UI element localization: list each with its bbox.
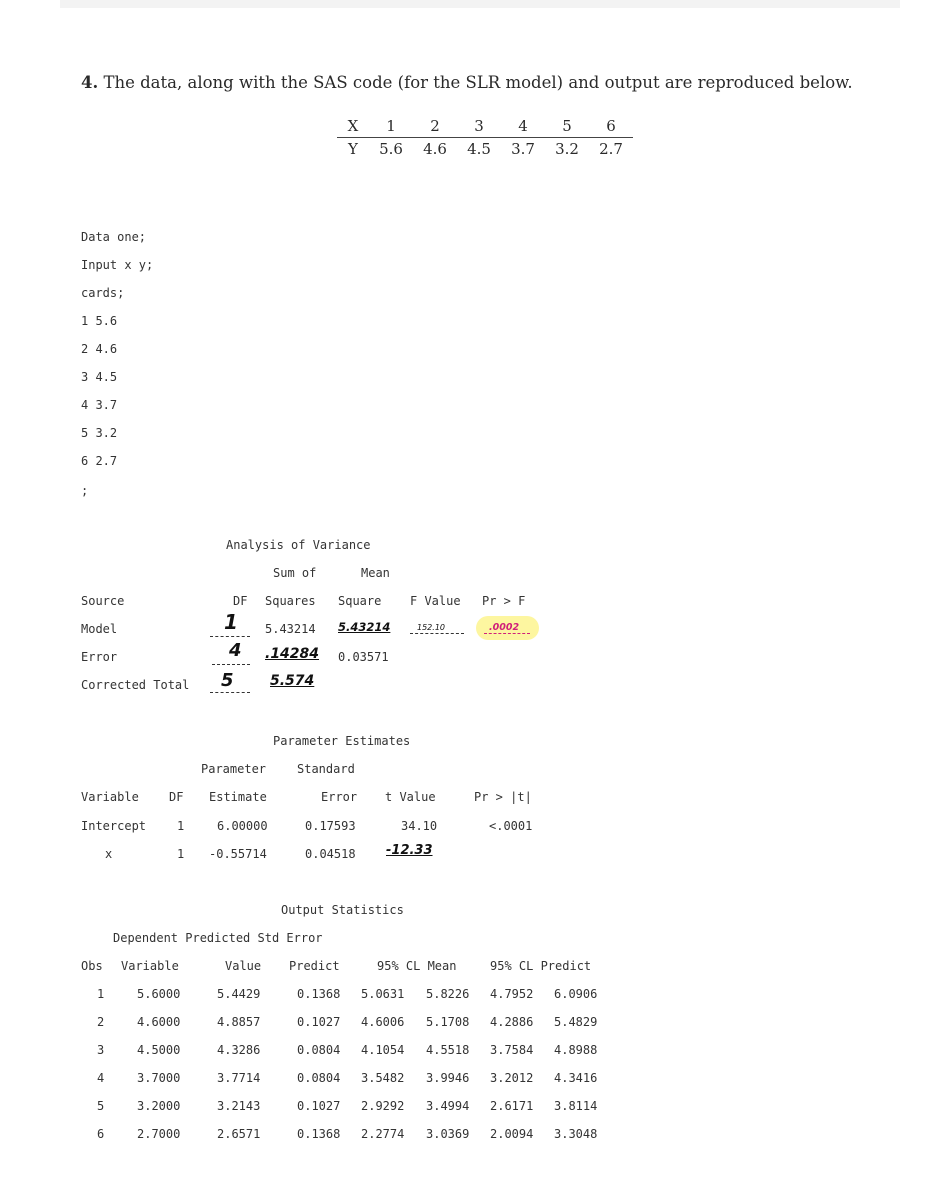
output-obs: 2	[97, 1015, 105, 1029]
output-cl-predict-lower: 4.2886	[490, 1015, 534, 1029]
handwritten-df: 1	[224, 610, 238, 634]
anova-header-squares: Squares	[265, 594, 316, 608]
output-cl-predict-upper: 5.4829	[554, 1015, 598, 1029]
x-value: 2	[413, 115, 457, 138]
anova-header-mean: Mean	[361, 566, 390, 580]
anova-source: Model	[81, 622, 118, 636]
params-variable: Intercept	[81, 819, 147, 833]
output-header-predict: Predict	[289, 959, 340, 973]
x-value: 3	[457, 115, 501, 138]
output-predicted: 3.7714	[217, 1071, 261, 1085]
output-obs: 5	[97, 1099, 105, 1113]
anova-header-f: F Value	[410, 594, 461, 608]
code-line: 1 5.6	[81, 314, 118, 328]
handwritten-t: -12.33	[386, 843, 433, 858]
output-cl-predict-upper: 3.8114	[554, 1099, 598, 1113]
output-cl-predict-lower: 3.7584	[490, 1043, 534, 1057]
output-dependent: 3.7000	[137, 1071, 181, 1085]
output-predicted: 5.4429	[217, 987, 261, 1001]
output-header-line1: Dependent Predicted Std Error	[113, 931, 323, 945]
output-dependent: 5.6000	[137, 987, 181, 1001]
params-variable: x	[105, 847, 113, 861]
output-cl-mean-lower: 5.0631	[361, 987, 405, 1001]
output-header-cl-predict: 95% CL Predict	[490, 959, 592, 973]
handwritten-ss: 5.574	[270, 673, 315, 689]
x-label: X	[337, 115, 369, 138]
output-cl-mean-lower: 2.9292	[361, 1099, 405, 1113]
params-estimate: 6.00000	[217, 819, 268, 833]
params-p: <.0001	[489, 819, 533, 833]
output-cl-predict-lower: 3.2012	[490, 1071, 534, 1085]
params-t: 34.10	[401, 819, 438, 833]
output-obs: 1	[97, 987, 105, 1001]
output-std-error: 0.1027	[297, 1015, 341, 1029]
output-cl-predict-lower: 2.0094	[490, 1127, 534, 1141]
problem-number: 4.	[81, 73, 99, 92]
output-header-obs: Obs	[81, 959, 103, 973]
output-predicted: 4.3286	[217, 1043, 261, 1057]
output-predicted: 3.2143	[217, 1099, 261, 1113]
code-line: 6 2.7	[81, 454, 118, 468]
anova-title: Analysis of Variance	[226, 538, 371, 552]
output-cl-predict-upper: 4.3416	[554, 1071, 598, 1085]
output-cl-mean-lower: 3.5482	[361, 1071, 405, 1085]
output-std-error: 0.1027	[297, 1099, 341, 1113]
anova-header-df: DF	[233, 594, 248, 608]
output-obs: 6	[97, 1127, 105, 1141]
output-cl-predict-upper: 4.8988	[554, 1043, 598, 1057]
y-label: Y	[348, 140, 358, 158]
output-cl-mean-upper: 5.8226	[426, 987, 470, 1001]
y-value: 4.5	[467, 140, 491, 158]
output-cl-mean-upper: 3.9946	[426, 1071, 470, 1085]
output-std-error: 0.0804	[297, 1043, 341, 1057]
code-line: 5 3.2	[81, 426, 118, 440]
params-estimate: -0.55714	[209, 847, 267, 861]
output-cl-mean-lower: 4.6006	[361, 1015, 405, 1029]
params-header-parameter: Parameter	[201, 762, 267, 776]
output-cl-mean-upper: 3.4994	[426, 1099, 470, 1113]
params-header-p: Pr > |t|	[474, 790, 532, 804]
code-line: 3 4.5	[81, 370, 118, 384]
handwritten-df: 5	[221, 670, 234, 691]
y-value: 4.6	[423, 140, 447, 158]
anova-ss: 5.43214	[265, 622, 316, 636]
code-line: ;	[81, 484, 89, 498]
params-header-df: DF	[169, 790, 184, 804]
x-value: 1	[369, 115, 413, 138]
x-value: 6	[589, 115, 633, 138]
code-line: cards;	[81, 286, 125, 300]
answer-blank	[210, 636, 250, 637]
handwritten-ss: .14284	[265, 646, 320, 662]
code-line: 4 3.7	[81, 398, 118, 412]
anova-header-sum: Sum of	[273, 566, 317, 580]
output-cl-mean-upper: 3.0369	[426, 1127, 470, 1141]
output-cl-predict-lower: 4.7952	[490, 987, 534, 1001]
output-predicted: 2.6571	[217, 1127, 261, 1141]
output-cl-mean-lower: 2.2774	[361, 1127, 405, 1141]
answer-blank	[210, 692, 250, 693]
top-edge	[60, 0, 900, 8]
handwritten-p: .0002	[489, 622, 520, 633]
output-dependent: 4.5000	[137, 1043, 181, 1057]
anova-header-source: Source	[81, 594, 125, 608]
code-line: Data one;	[81, 230, 147, 244]
params-df: 1	[177, 819, 185, 833]
output-std-error: 0.1368	[297, 987, 341, 1001]
output-dependent: 4.6000	[137, 1015, 181, 1029]
params-df: 1	[177, 847, 185, 861]
params-error: 0.04518	[305, 847, 356, 861]
output-cl-predict-upper: 3.3048	[554, 1127, 598, 1141]
y-value: 3.2	[555, 140, 579, 158]
params-error: 0.17593	[305, 819, 356, 833]
x-value: 5	[545, 115, 589, 138]
answer-blank	[410, 633, 464, 634]
params-title: Parameter Estimates	[273, 734, 411, 748]
output-header-cl-mean: 95% CL Mean	[377, 959, 457, 973]
params-header-error: Error	[321, 790, 358, 804]
handwritten-f: 152.10	[417, 623, 445, 632]
output-obs: 3	[97, 1043, 105, 1057]
y-value: 2.7	[599, 140, 623, 158]
problem-text: The data, along with the SAS code (for the SLR model) and output are reproduced below.	[98, 73, 853, 92]
anova-ms: 0.03571	[338, 650, 389, 664]
code-line: 2 4.6	[81, 342, 118, 356]
output-std-error: 0.1368	[297, 1127, 341, 1141]
output-cl-predict-lower: 2.6171	[490, 1099, 534, 1113]
params-header-variable: Variable	[81, 790, 139, 804]
answer-blank	[484, 633, 530, 634]
output-predicted: 4.8857	[217, 1015, 261, 1029]
anova-header-square: Square	[338, 594, 382, 608]
anova-source: Error	[81, 650, 118, 664]
params-header-estimate: Estimate	[209, 790, 267, 804]
output-dependent: 2.7000	[137, 1127, 181, 1141]
handwritten-ms: 5.43214	[338, 620, 391, 634]
code-line: Input x y;	[81, 258, 154, 272]
params-header-standard: Standard	[297, 762, 355, 776]
output-cl-mean-lower: 4.1054	[361, 1043, 405, 1057]
output-title: Output Statistics	[281, 903, 404, 917]
y-value: 5.6	[379, 140, 403, 158]
output-header-variable: Variable	[121, 959, 179, 973]
output-dependent: 3.2000	[137, 1099, 181, 1113]
problem-statement	[81, 73, 853, 92]
output-header-value: Value	[225, 959, 262, 973]
answer-blank	[212, 664, 250, 665]
output-cl-predict-upper: 6.0906	[554, 987, 598, 1001]
output-cl-mean-upper: 5.1708	[426, 1015, 470, 1029]
y-row	[337, 138, 633, 161]
data-table	[337, 115, 633, 160]
anova-header-p: Pr > F	[482, 594, 526, 608]
output-obs: 4	[97, 1071, 105, 1085]
y-value: 3.7	[511, 140, 535, 158]
output-std-error: 0.0804	[297, 1071, 341, 1085]
output-cl-mean-upper: 4.5518	[426, 1043, 470, 1057]
x-row	[337, 115, 633, 138]
params-header-t: t Value	[385, 790, 436, 804]
x-value: 4	[501, 115, 545, 138]
handwritten-df: 4	[229, 640, 242, 661]
anova-source: Corrected Total	[81, 678, 190, 692]
